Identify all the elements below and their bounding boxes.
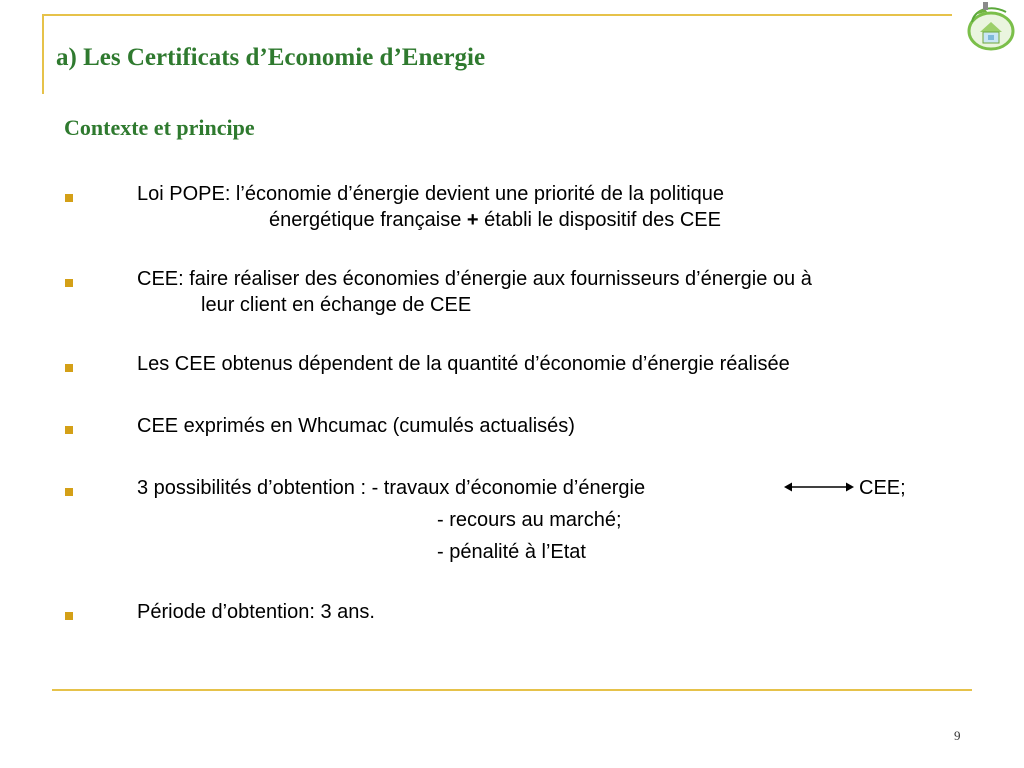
bullet-text-continuation (269, 208, 721, 232)
eco-house-icon (960, 2, 1020, 54)
page-title: a) Les Certificats d’Economie d’Energie (56, 44, 486, 71)
bullet-marker (65, 488, 73, 496)
bullet-line: - recours au marché; (437, 509, 622, 531)
bullet-text-end (859, 476, 906, 500)
bullet-text-continuation (201, 293, 471, 317)
bullet-text (137, 414, 575, 438)
top-accent-line (42, 14, 952, 16)
bullet-line: - pénalité à l’Etat (437, 541, 586, 563)
bullet-marker (65, 194, 73, 202)
bottom-accent-line (52, 689, 972, 691)
bullet-line: 3 possibilités d’obtention : - travaux d’économie d’énergie (137, 477, 646, 499)
bullet-marker (65, 364, 73, 372)
bullet-line: énergétique française (269, 209, 467, 231)
bullet-text (137, 600, 375, 624)
bullet-sub-item (437, 540, 586, 564)
section-subtitle: Contexte et principe (64, 115, 255, 140)
bullet-line: Période d’obtention: 3 ans. (137, 601, 375, 623)
double-arrow-icon (784, 480, 854, 494)
bullet-text (137, 352, 790, 376)
bullet-text (137, 267, 812, 291)
bullet-line: Les CEE obtenus dépendent de la quantité d’économie d’énergie réalisée (137, 353, 790, 375)
bullet-line: établi le dispositif des CEE (478, 209, 721, 231)
bullet-line: leur client en échange de CEE (201, 294, 472, 316)
bullet-line: Loi POPE: l’économie d’énergie devient une priorité de la politique (137, 183, 725, 205)
bullet-line: CEE; (859, 477, 906, 499)
bullet-marker (65, 279, 73, 287)
bullet-text (137, 476, 645, 500)
bullet-text (137, 182, 724, 206)
left-accent-line (42, 14, 44, 94)
bullet-sub-item (437, 508, 622, 532)
plus-sign: + (466, 209, 479, 231)
bullet-line: CEE exprimés en Whcumac (cumulés actualisés) (137, 415, 575, 437)
bullet-line: CEE: faire réaliser des économies d’énergie aux fournisseurs d’énergie ou à (137, 268, 812, 290)
bullet-marker (65, 426, 73, 434)
page-number: 9 (954, 728, 961, 743)
bullet-marker (65, 612, 73, 620)
